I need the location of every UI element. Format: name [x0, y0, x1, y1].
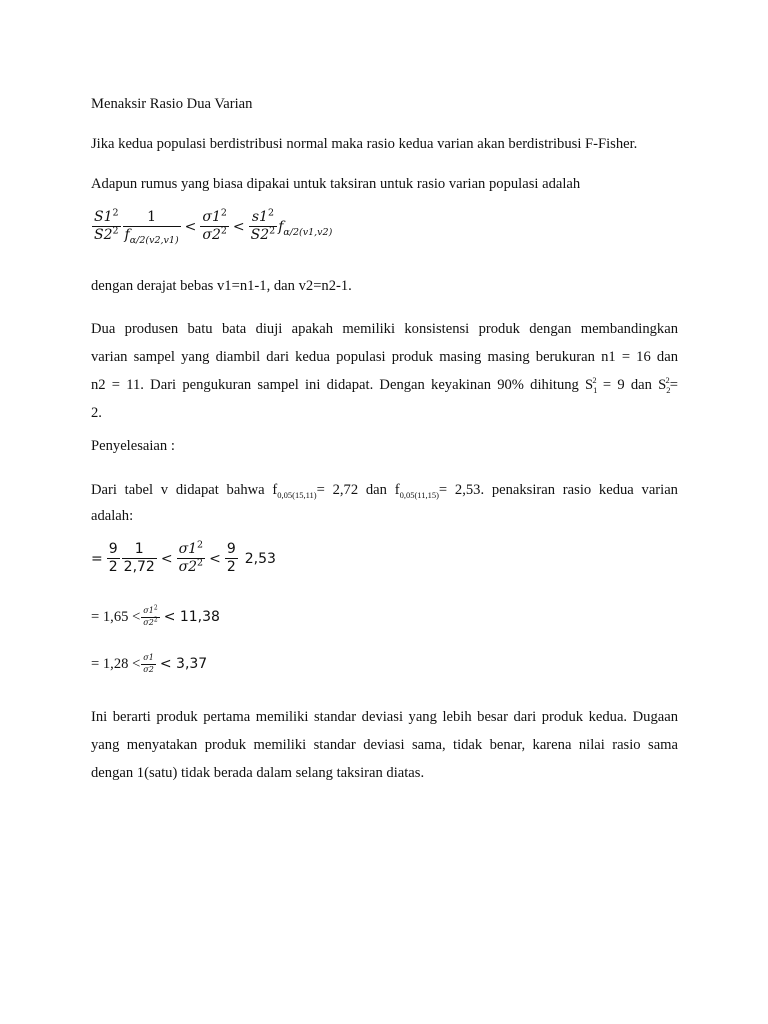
formula-frac-sigma: $\frac{\sigma 1^2}{\sigma 2^2}$: [202, 207, 227, 244]
problem-paragraph: Dua produsen batu bata diuji apakah memiliki konsistensi produk dengan membandingkan varian sampel yang diambil dari kedua populasi produk masing masing berukuran n1 = 16 dan n2 = 11. Dari pengukuran sampel ini didapat. Dengan keyakinan 90% dihitung $S_1^2 = 9$ dan $S_2^2=$ 2.: [91, 321, 678, 421]
degrees-of-freedom: dengan derajat bebas v1=n1-1, dan v2=n2-1.: [91, 278, 352, 294]
solution-label: Penyelesaian :: [91, 438, 175, 454]
formula-frac-s1-s2-small: $\frac{s1^2}{S2^2}$: [250, 207, 276, 244]
conclusion-paragraph: Ini berarti produk pertama memiliki standar deviasi yang lebih besar dari produk kedua. Dugaan yang menyatakan produk memiliki standar deviasi sama, tidak benar, karena nilai rasio sama dengan 1(satu) tidak berada dalam selang taksiran diatas.: [91, 709, 678, 781]
table-values-paragraph: Dari tabel v didapat bahwa $f_{0,05(15,11)}= 2,72$ dan $f_{0,05(11,15)}= 2,53$. penaksiran rasio kedua varian adalah:: [91, 482, 678, 524]
formula-intro: Adapun rumus yang biasa dipakai untuk taksiran untuk rasio varian populasi adalah: [91, 176, 581, 192]
calculation-step-2: = 1,65 < $\frac{\sigma 1^2}{\sigma 2^2}$ < 11,38: [91, 604, 220, 627]
calculation-step-3: = 1,28 < $\frac{\sigma 1}{\sigma 2}$ < 3,37: [91, 653, 208, 674]
intro-paragraph: Jika kedua populasi berdistribusi normal maka rasio kedua varian akan berdistribusi F-Fisher.: [91, 136, 638, 152]
calculation-step-1: = $\frac{9}{2}$ $\frac{1}{2,72}$ < $\frac{\sigma 1^2}{\sigma 2^2}$ < $\frac{9}{2}$ 2,53: [91, 539, 276, 576]
ratio-formula: $\frac{S1^2}{S2^2}$ $\frac{1}{f_{\alpha/2(v2,v1)}}$ < $\frac{\sigma 1^2}{\sigma 2^2}$ < $\frac{s1^2}{S2^2}$ $f_{\alpha/2(v1,v2)}$: [94, 207, 333, 247]
formula-frac-one-over-f: $\frac{1}{f_{\alpha/2(v2,v1)}}$: [124, 209, 179, 247]
formula-frac-s1-s2: $\frac{S1^2}{S2^2}$: [94, 207, 119, 244]
document-title: Menaksir Rasio Dua Varian: [91, 96, 253, 112]
